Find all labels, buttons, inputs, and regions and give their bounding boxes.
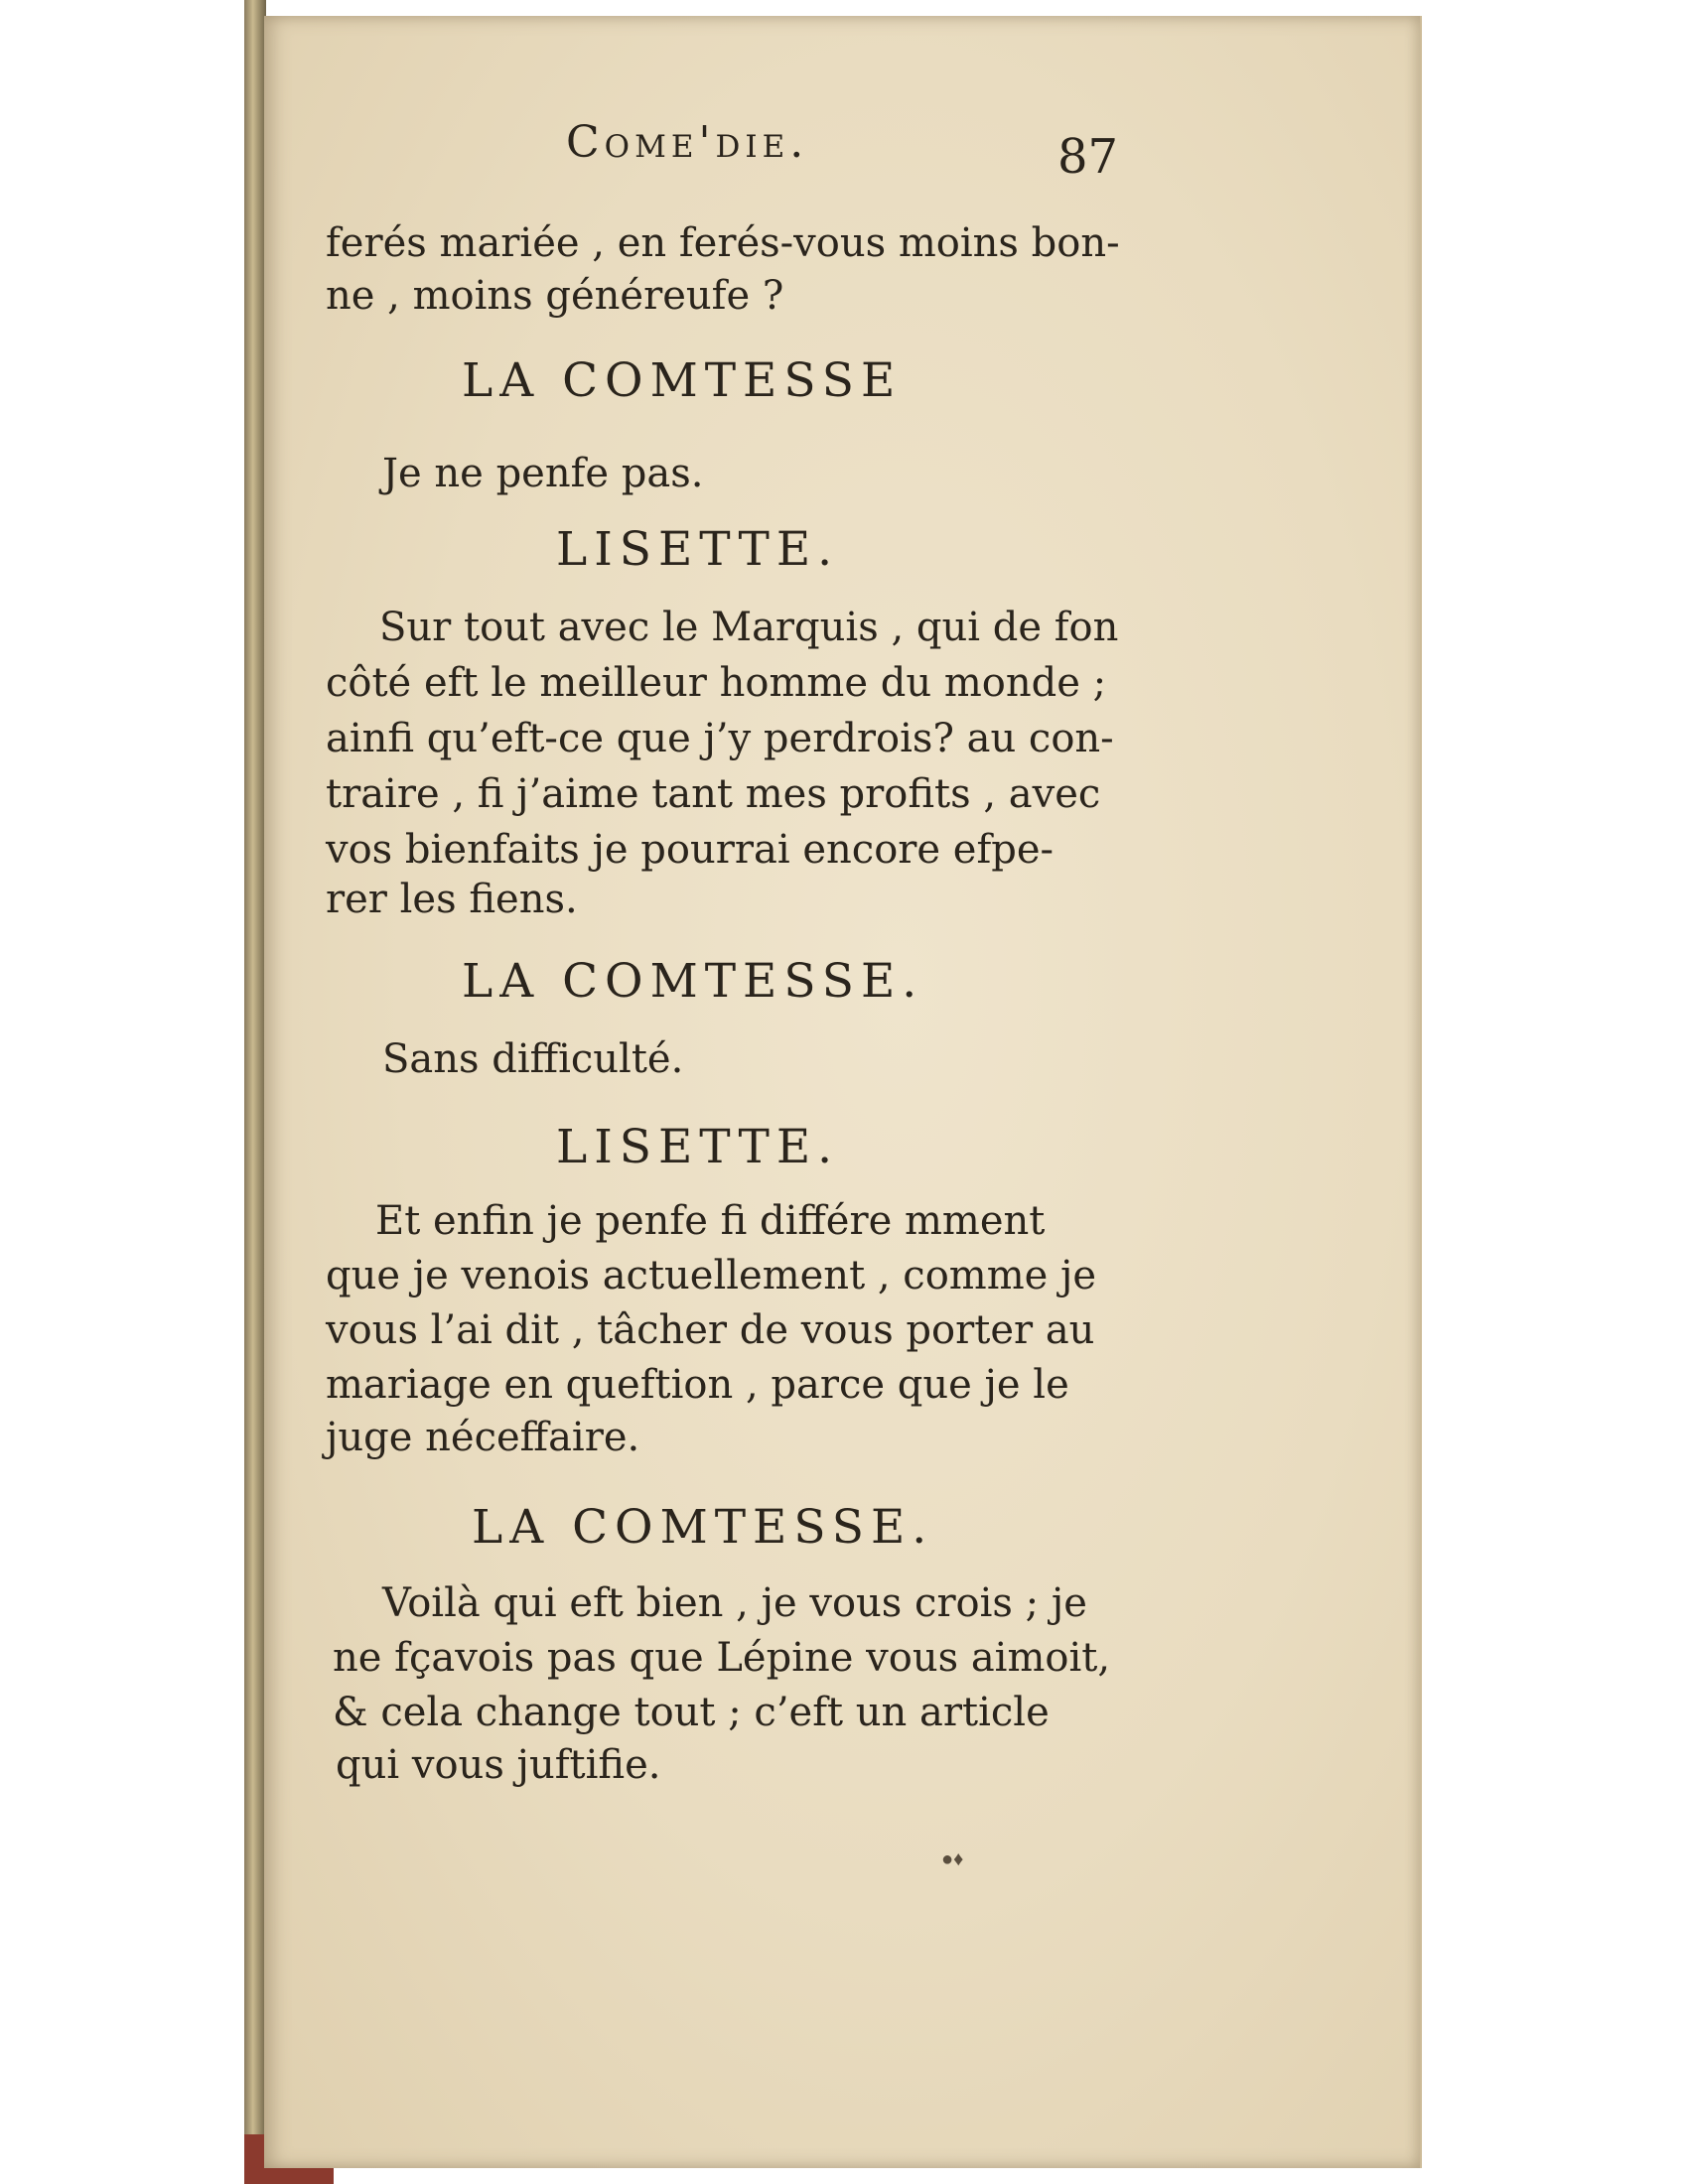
text-line: ne fçavois pas que Lépine vous aimoit, bbox=[333, 1635, 1111, 1681]
text-line: traire , fi j’aime tant mes profits , avec bbox=[326, 771, 1101, 817]
text-line: Sans difficulté. bbox=[382, 1036, 684, 1082]
speaker-heading: LISETTE. bbox=[556, 1120, 840, 1174]
speaker-heading: LA COMTESSE. bbox=[472, 1500, 934, 1555]
text-line: Voilà qui eft bien , je vous crois ; je bbox=[382, 1580, 1087, 1626]
text-line: ne , moins généreufe ? bbox=[326, 273, 784, 319]
speaker-heading: LA COMTESSE bbox=[462, 353, 903, 408]
text-line: vous l’ai dit , tâcher de vous porter au bbox=[326, 1307, 1095, 1353]
speaker-heading: LISETTE. bbox=[556, 522, 840, 577]
ornament-mark: ●♦ bbox=[941, 1848, 964, 1870]
text-line: mariage en queftion , parce que je le bbox=[326, 1362, 1069, 1408]
text-line: Et enfin je penfe fi différe mment bbox=[375, 1198, 1046, 1244]
text-line: Sur tout avec le Marquis , qui de fon bbox=[379, 605, 1119, 650]
text-line: rer les fiens. bbox=[326, 877, 578, 922]
text-line: côté eft le meilleur homme du monde ; bbox=[326, 660, 1107, 706]
running-head: Come'die. bbox=[566, 117, 809, 168]
text-line: qui vous juftifie. bbox=[336, 1742, 661, 1788]
book-binding-edge bbox=[244, 0, 266, 2184]
speaker-heading: LA COMTESSE. bbox=[462, 954, 924, 1009]
text-line: ferés mariée , en ferés-vous moins bon- bbox=[326, 220, 1120, 266]
book-page bbox=[264, 16, 1422, 2168]
page-number: 87 bbox=[1057, 129, 1119, 185]
text-line: ainfi qu’eft-ce que j’y perdrois? au con- bbox=[326, 716, 1114, 761]
text-line: vos bienfaits je pourrai encore efpe- bbox=[326, 827, 1055, 873]
text-line: juge néceffaire. bbox=[326, 1415, 640, 1460]
text-line: que je venois actuellement , comme je bbox=[326, 1253, 1097, 1298]
text-line: & cela change tout ; c’eft un article bbox=[333, 1690, 1050, 1735]
text-line: Je ne penfe pas. bbox=[382, 451, 704, 496]
